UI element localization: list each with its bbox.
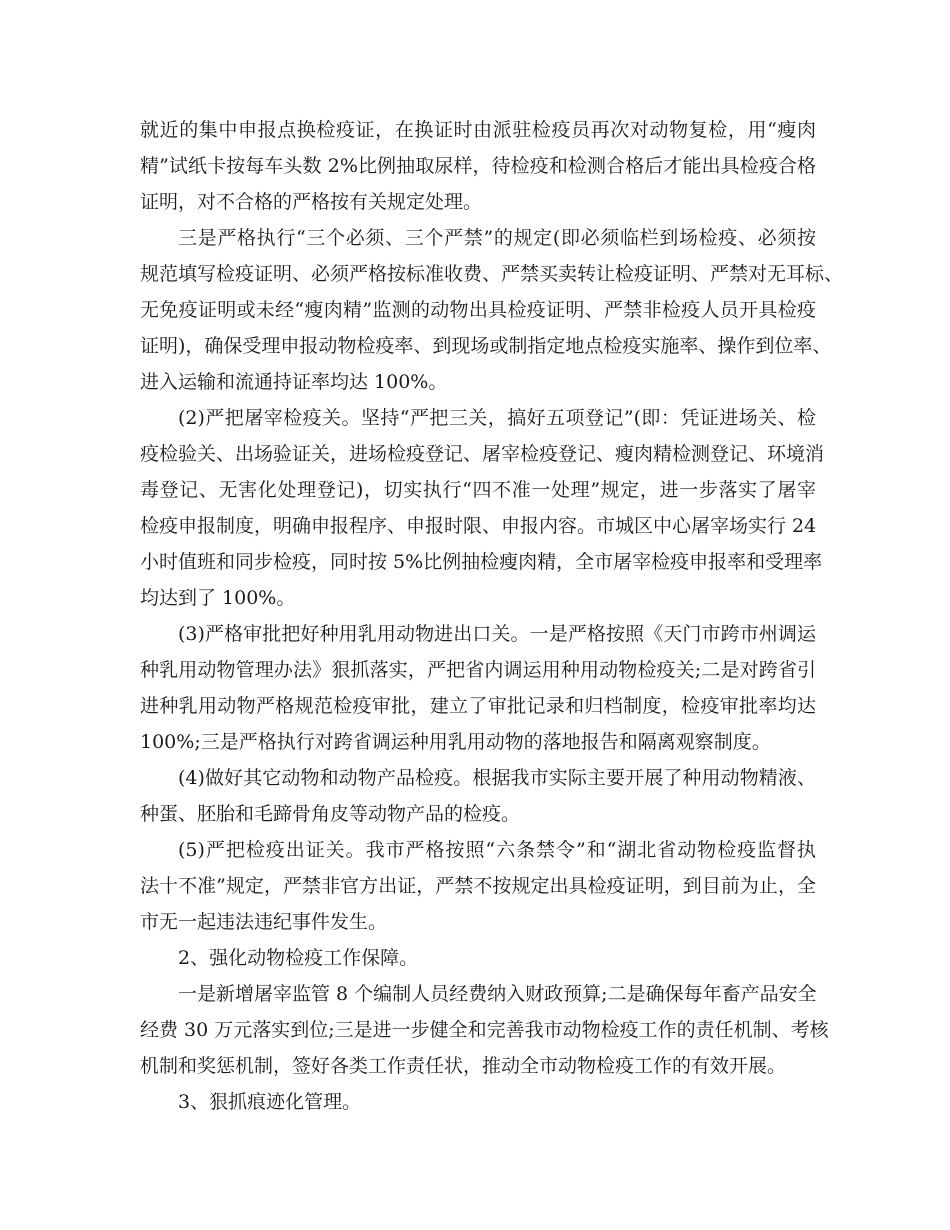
text-line: 种蛋、胚胎和毛蹄骨角皮等动物产品的检疫。	[140, 803, 521, 825]
text-line: 三是严格执行“三个必须、三个严禁”的规定(即必须临栏到场检疫、必须按	[178, 227, 816, 249]
text-line: 检疫申报制度，明确申报程序、申报时限、申报内容。市城区中心屠宰场实行 24	[140, 515, 817, 537]
text-line: 经费 30 万元落实到位;三是进一步健全和完善我市动物检疫工作的责任机制、考核	[140, 1019, 829, 1041]
text-line: 疫检验关、出场验证关，进场检疫登记、屠宰检疫登记、瘦肉精检测登记、环境消	[140, 443, 825, 465]
text-line: 2、强化动物检疫工作保障。	[178, 947, 419, 969]
document-body	[140, 112, 844, 1120]
text-line: 证明，对不合格的严格按有关规定处理。	[140, 191, 483, 213]
text-line: 3、狠抓痕迹化管理。	[178, 1091, 362, 1113]
text-line: 市无一起违法违纪事件发生。	[140, 911, 388, 933]
text-line: 一是新增屠宰监管 8 个编制人员经费纳入财政预算;二是确保每年畜产品安全	[178, 983, 817, 1005]
text-line: (4)做好其它动物和动物产品检疫。根据我市实际主要开展了种用动物精液、	[178, 767, 816, 789]
text-line: 规范填写检疫证明、必须严格按标准收费、严禁买卖转让检疫证明、严禁对无耳标、	[140, 263, 844, 285]
text-line: 毒登记、无害化处理登记)，切实执行“四不准一处理”规定，进一步落实了屠宰	[140, 479, 816, 501]
text-line: (3)严格审批把好种用乳用动物进出口关。一是严格按照《天门市跨市州调运	[178, 623, 816, 645]
text-line: 种乳用动物管理办法》狠抓落实，严把省内调运用种用动物检疫关;二是对跨省引	[140, 659, 816, 681]
text-line: 法十不准”规定，严禁非官方出证，严禁不按规定出具检疫证明，到目前为止，全	[140, 875, 816, 897]
text-line: 无免疫证明或未经“瘦肉精”监测的动物出具检疫证明、严禁非检疫人员开具检疫	[140, 299, 816, 321]
text-line: 进种乳用动物严格规范检疫审批，建立了审批记录和归档制度，检疫审批率均达	[140, 695, 816, 717]
text-line: (5)严把检疫出证关。我市严格按照“六条禁令”和“湖北省动物检疫监督执	[178, 839, 816, 861]
text-line: 均达到了 100%。	[140, 587, 296, 609]
text-line: 进入运输和流通持证率均达 100%。	[140, 371, 448, 393]
text-line: 就近的集中申报点换检疫证，在换证时由派驻检疫员再次对动物复检，用“瘦肉	[140, 119, 816, 141]
text-line: 精”试纸卡按每车头数 2%比例抽取尿样，待检疫和检测合格后才能出具检疫合格	[140, 155, 816, 177]
text-line: 机制和奖惩机制，签好各类工作责任状，推动全市动物检疫工作的有效开展。	[140, 1055, 787, 1077]
text-line: 证明)，确保受理申报动物检疫率、到现场或制指定地点检疫实施率、操作到位率、	[140, 335, 832, 357]
text-line: 小时值班和同步检疫，同时按 5%比例抽检瘦肉精，全市屠宰检疫申报率和受理率	[140, 551, 823, 573]
text-line: 100%;三是严格执行对跨省调运种用乳用动物的落地报告和隔离观察制度。	[140, 731, 771, 753]
text-line: (2)严把屠宰检疫关。坚持“严把三关，搞好五项登记”(即：凭证进场关、检	[178, 407, 816, 429]
